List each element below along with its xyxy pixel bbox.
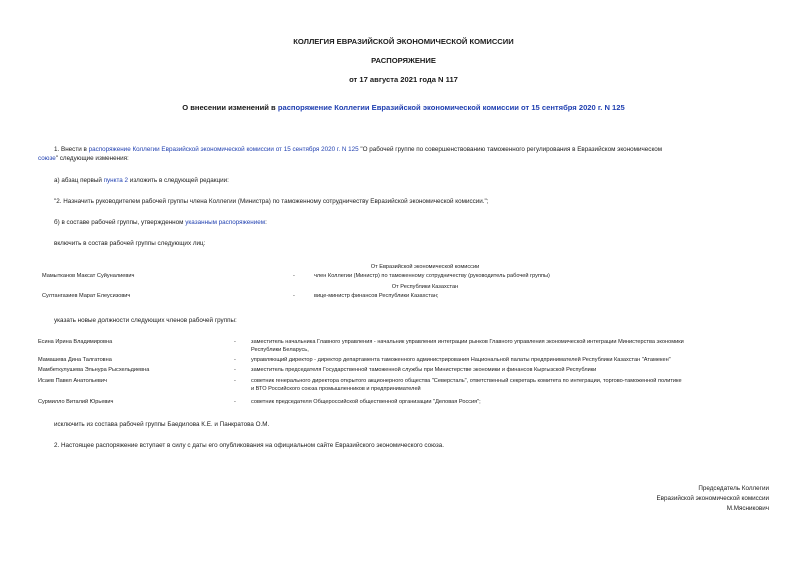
member-role-line: управляющий директор - директор департамента таможенного администрирования Национальной палаты предпринимателей Республики Казахстан "Атамекен"	[251, 357, 671, 363]
para1-mid: "О рабочей группе по совершенствованию таможенного регулирования в Евразийском экономическом	[358, 146, 663, 153]
item-a-prefix: а) абзац первый	[54, 177, 104, 184]
org-heading: КОЛЛЕГИЯ ЕВРАЗИЙСКОЙ ЭКОНОМИЧЕСКОЙ КОМИССИИ	[293, 37, 514, 46]
member-role-line: советник генерального директора открытого акционерного общества "Северсталь", ответственный секретарь комитета по интеграции, торгово-таможенной политике	[251, 378, 682, 384]
include-member-dash: -	[293, 273, 295, 279]
paragraph-2: 2. Настоящее распоряжение вступает в силу с даты его опубликования на официальном сайте Евразийского экономического союза.	[54, 442, 444, 449]
quote-text: "2. Назначить руководителем рабочей группы члена Коллегии (Министра) по таможенному сотрудничеству Евразийской экономической комиссии.";	[54, 198, 489, 205]
signature-line-2: Евразийской экономической комиссии	[656, 495, 769, 502]
member-role-line: заместитель начальника Главного управления - начальник управления интеграции рынков Главного управления экономической интеграции Министерства экономики	[251, 339, 684, 345]
exclude-text: исключить из состава рабочей группы Баедилова К.Е. и Панкратова О.М.	[54, 421, 270, 428]
item-b-suffix: :	[265, 219, 267, 226]
member-dash: -	[234, 357, 236, 363]
include-group-heading: От Республики Казахстан	[391, 284, 459, 290]
title-link[interactable]: распоряжение Коллегии Евразийской экономической комиссии от 15 сентября 2020 г. N 125	[277, 103, 625, 112]
document-title	[0, 103, 807, 112]
item-a	[54, 176, 229, 185]
item-b-link[interactable]: указанным распоряжением	[185, 219, 266, 226]
item-b	[54, 218, 267, 227]
include-member-role: член Коллегии (Министр) по таможенному сотрудничеству (руководитель рабочей группы)	[314, 273, 550, 279]
doc-type-heading: РАСПОРЯЖЕНИЕ	[371, 56, 436, 65]
member-name: Мамашева Дина Талгатовна	[38, 357, 112, 363]
paragraph-1-line-1	[54, 145, 774, 154]
para1-prefix: 1. Внести в	[54, 146, 89, 153]
item-a-link[interactable]: пункта 2	[103, 177, 129, 184]
member-name: Есина Ирина Владимировна	[38, 339, 113, 345]
member-role-line: заместитель председателя Государственной таможенной службы при Министерстве экономики и финансов Кыргызской Республики	[251, 367, 597, 373]
member-role-line: и ВТО Российского союза промышленников и предпринимателей	[251, 386, 421, 392]
include-text: включить в состав рабочей группы следующих лиц:	[54, 240, 206, 247]
para1-suffix: " следующие изменения:	[55, 155, 129, 162]
para1-link-union[interactable]: союзе	[38, 155, 56, 162]
include-member-role: вице-министр финансов Республики Казахстан;	[314, 293, 439, 299]
member-dash: -	[234, 339, 236, 345]
doc-date-number: от 17 августа 2021 года N 117	[349, 75, 458, 84]
include-member-name: Мамытканов Максат Суйуналиевич	[42, 273, 135, 279]
item-a-suffix: изложить в следующей редакции:	[128, 177, 229, 184]
paragraph-1-line-2	[38, 154, 129, 163]
member-dash: -	[234, 378, 236, 384]
member-dash: -	[234, 399, 236, 405]
member-role-line: советник председателя Общероссийской общественной организации "Деловая Россия";	[251, 399, 481, 405]
member-name: Мамбеткулушева Эльнура Рысхельдиевна	[38, 367, 150, 373]
member-name: Сурмилло Виталий Юрьевич	[38, 399, 114, 405]
member-role-line: Республики Беларусь,	[251, 347, 309, 353]
member-dash: -	[234, 367, 236, 373]
item-b-prefix: б) в составе рабочей группы, утвержденном	[54, 219, 186, 226]
include-member-dash: -	[293, 293, 295, 299]
title-prefix: О внесении изменений в	[182, 103, 278, 112]
new-positions-text: указать новые должности следующих членов рабочей группы:	[54, 317, 237, 324]
signature-line-3: М.Мясникович	[726, 505, 769, 512]
include-group-heading: От Евразийской экономической комиссии	[370, 264, 480, 270]
para1-link-resolution[interactable]: распоряжение Коллегии Евразийской экономической комиссии от 15 сентября 2020 г. N 125	[88, 146, 359, 153]
include-member-name: Султангазиев Марат Елеусизович	[42, 293, 131, 299]
signature-line-1: Председатель Коллегии	[698, 485, 769, 492]
member-name: Исаев Павел Анатольевич	[38, 378, 107, 384]
